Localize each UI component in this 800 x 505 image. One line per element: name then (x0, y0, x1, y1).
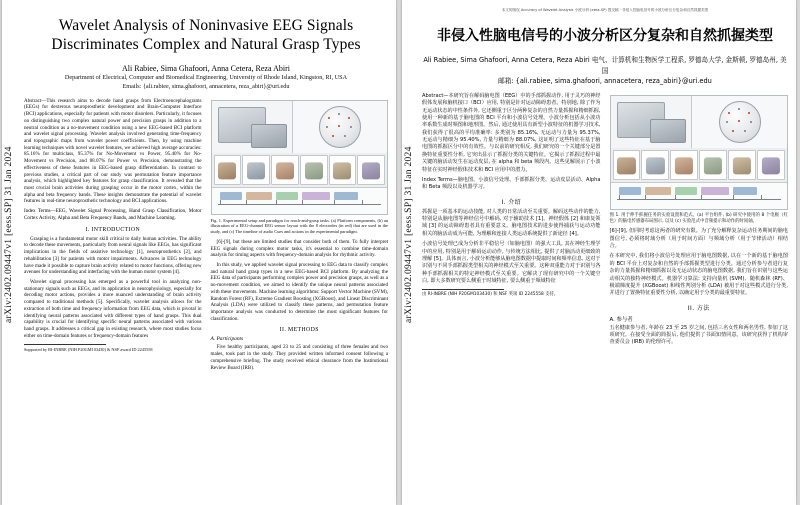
electrode-icon (348, 117, 351, 120)
timeline-block (246, 192, 272, 200)
eeg-head-map (719, 101, 761, 143)
figure-1-chinese (610, 95, 789, 210)
timeline-block (701, 187, 729, 195)
participants-paragraph-chinese: 五名健康参与者, 年龄在 23 至 25 岁之间, 包括三名女性和两名男性, 参加了这项研究。在接受全面的简报后, 他们提供了书面知情同意。该研究获得了机构审查委员会 (IRB) 的伦理许可。 (609, 324, 788, 346)
grasp-thumbnail (613, 150, 641, 180)
page-english (2, 0, 396, 505)
grasp-thumbnail (699, 150, 727, 180)
arxiv-stamp-right: arXiv:2402.09447v1 [eess.SP] 31 Jan 2024 (404, 146, 414, 324)
footnote-rule (24, 344, 106, 345)
intro-paragraph-3-chinese: [6]-[9], 但同时考虑这两者的研究有限。为了充分解释复杂运动任务期间的脑电图信号, 必须将时域分析（用于时间方面）与频域分析（用于节律活动）相结合。 (609, 228, 788, 250)
robotic-arm-photo (251, 124, 287, 148)
electrode-icon (338, 113, 341, 116)
grasp-thumbnail (300, 155, 328, 185)
author-names: Ali Rabiee, Sima Ghafoori, Anna Cetera, Reza Abiri (122, 63, 290, 73)
electrode-icon (744, 130, 747, 133)
electrode-icon (726, 121, 729, 124)
timeline-block (302, 192, 330, 200)
grasp-thumbnail (757, 150, 785, 180)
figure-1-panel-a-chinese (611, 96, 693, 148)
figure-1 (211, 100, 389, 215)
figure-1-caption: Fig. 1. Experimental setup and paradigm for reach-and-grasp tasks. (a) Platform components, (b) an illustration of a EEG-channel EEG sensor layout with the 8 electrodes (in red) that are used in the study, and (c) The timeline of audio Cues and actions in the experimental paradigm. (210, 217, 388, 235)
grasp-thumbnail (357, 155, 385, 185)
emails-chinese: 邮箱: {ali.rabiee, sima.ghafoori, annacetera, reza_abiri}@uri.edu (498, 77, 712, 86)
intro-paragraph-1: Grasping is a fundamental motor skill critical to daily human activities. The ability to decode these movements, particularly from neural signals like EEGs, has significant implications in the fields of assistive technology [1], neuroprosthetics [2], and rehabilitation [3] for patients with motor impairments. Advances in EEG technology have made it possible to capture brain activity related to motor functions, offering new avenues for understanding and interfacing with the human motor system [4]. (24, 235, 202, 276)
intro-paragraph-4: In this study, we applied wavelet signal processing to EEG data to classify complex and natural hand grasp types in a new EEG-based BCI platform. By analyzing the EEG data of participants performing complex power and precision grasps, as well as a no-movement condition, we aimed to identify the unique neural patterns associated with these movements. Machine learning algorithms: Support Vector Machine (SVM), Random Forest (RF), Extreme Gradient Boosting (XGBoost), and Linear Discriminant Analysis (LDA) were utilized to classify these patterns, and permutation feature importance analysis was conducted to determine the most significant features for classification. (210, 262, 388, 322)
subsection-heading-participants-chinese: A. 参与者 (609, 316, 633, 323)
figure-1-caption-chinese: 图 1. 用于伸手抓握任务的实验设置和范式。(a) 平台组件, (b) 研究中使用的 8 个电极（红色）的脑电传感器布局图示, 以及 (c) 实验范式中音频提示和动作的时间轴。 (609, 212, 788, 224)
electrode-icon (332, 135, 335, 138)
author-list-english (24, 63, 388, 92)
grasp-thumbnail (670, 150, 698, 180)
electrode-icon (732, 130, 735, 133)
robotic-arm-photo (650, 119, 686, 143)
electrode-icon (328, 117, 331, 120)
page-chinese (402, 0, 796, 505)
abstract-english: Abstract—This research aims to decode hand grasps from Electroencephalograms (EEGs) for dexterous neuroprosthetic development and Brain-Computer Interface (BCI) applications, especially for patients with motor disorders. Particularly, it focuses on distinguishing two complex natural power and precision grasps in addition to a neutral condition as a no-movement condition using a new EEG-based BCI platform and wavelet signal processing. Wavelet analysis involved generating time-frequency and topographic maps from wavelet power coefficients. Then, by using machine learning techniques with novel wavelet features, we achieved high average accuracies: 85.16% for multiclass, 95.37% for No-Movement vs Power, 95.40% for No-Movement vs Precision, and 88.07% for Power vs Precision, demonstrating the effectiveness of these features in EEG-based grasp differentiation. In contrast to previous studies, a critical part of our study was permutation feature importance analysis, which highlighted key features for grasp classification. It revealed that the most crucial brain activities during grasping occur in the motor cortex, within the alpha and beta frequency bands. These insights demonstrate the potential of wavelet features in real-time neuroprosthetic technology and BCI applications. (24, 97, 202, 205)
timeline-block (220, 192, 242, 200)
figure-1-top (212, 101, 388, 153)
emails: Emails: {ali.rabiee, sima.ghafoori, annacetera, reza_abiri}@uri.edu (122, 83, 290, 91)
section-heading-introduction-chinese: I. 介绍 (501, 198, 522, 206)
translation-header-note: 本文的版权 Accuracy of Wavelet Analysis 小波分析 (eess.SP) 提交稿 · 非侵入性脑电信号的小波分析区分复杂和自然抓握类型 (501, 8, 709, 12)
timeline-block (276, 192, 298, 200)
figure-1-timeline (212, 187, 388, 214)
intro-paragraph-2: Wavelet signal processing has emerged as a powerful tool in analyzing non-stationary signals such as EEGs, and its application in neurophysiology, especially for decoding motor actions, provides a more nuanced understanding of brain activity compared to traditional methods [5]. Specifically, wavelet analysis allows for the extraction of both time and frequency information from EEG data, which is pivotal in identifying neural patterns associated with different types of hand grasps. This dual capability is crucial for identifying specific neural patterns associated with various hand grasps. It addresses a critical gap in existing research, where most studies focus either on time-domain features or frequency-domain features (24, 279, 202, 339)
figure-1-panel-a (212, 101, 293, 153)
electrode-icon (750, 121, 753, 124)
grasp-thumbnail (329, 155, 357, 185)
grasp-thumbnails (212, 153, 388, 187)
footnote-rule-chinese (422, 289, 504, 290)
intro-paragraph-3: [6]-[9], but these are limited studies that consider both of them. To fully interpret EEG signals during complex motor tasks, it's essential to combine time-domain analysis for timing aspects with frequency-domain analysis for rhythmic activity. (210, 238, 388, 259)
grasp-thumbnail (728, 150, 756, 180)
figure-1-top-chinese (611, 96, 788, 148)
electrode-icon (338, 125, 341, 128)
timeline-axis (617, 199, 782, 200)
section-heading-methods-chinese: II. 方法 (687, 304, 710, 312)
intro-paragraph-4-chinese: 在本研究中, 我们将小波信号处理应用于脑电图数据, 以在一个新的基于脑电图的 BCI 平台上对复杂和自然的手部抓握类型进行分类。通过分析参与者进行复杂的力量抓握和精细抓握以及无运动状态的脑电图数据, 我们旨在识别与这些运动相关的独特神经模式。机器学习算法: 支持向量机 (SVM)、随机森林 (RF)、极端梯度提升 (XGBoost) 和线性判别分析 (LDA) 被用于对这些模式进行分类, 并进行了置换特征重要性分析, 以确定用于分类的最重要特征。 (609, 253, 788, 297)
page-title-english: Wavelet Analysis of Noninvasive EEG Signals Discriminates Complex and Natural Grasp Types (51, 17, 361, 54)
affiliation: Department of Electrical, Computer and Biomedical Engineering, University of Rhode Island, Kingston, RI, USA (64, 74, 348, 82)
index-terms-english: Index Terms—EEG, Wavelet Signal Processing, Hand Grasp Classification, Motor Cortex Activity, Alpha and Beta Frequency Bands, and Machine Learning. (24, 208, 202, 221)
subsection-heading-participants: A. Participants (210, 336, 244, 343)
section-heading-methods: II. METHODS (279, 327, 319, 334)
funding-footnote: Supported by RI-INBRE (NIH P20GM103430) & NSF award ID 2245558 (24, 346, 153, 352)
section-heading-introduction: I. INTRODUCTION (85, 226, 141, 233)
column-right-chinese (610, 93, 789, 350)
electrode-icon (738, 108, 741, 111)
grasp-thumbnail (214, 155, 242, 185)
timeline-block (619, 187, 641, 195)
participants-paragraph: Five healthy participants, aged 23 to 25 and consisting of three females and two males, took part in the study. They provided written informed consent following a comprehensive briefing. The study received ethical clearance from the Institutional Review Board (IRB). (210, 344, 388, 371)
grasp-thumbnail (641, 150, 669, 180)
page-title-chinese: 非侵入性脑电信号的小波分析区分复杂和自然抓握类型 (437, 28, 773, 44)
electrode-icon (326, 126, 329, 129)
arxiv-stamp-left: arXiv:2402.09447v1 [eess.SP] 31 Jan 2024 (4, 146, 14, 324)
intro-paragraph-1-chinese: 抓握是一项基本的运动技能, 对人类的日常活动至关重要。解码这些动作的能力, 特别是从脑电图等神经信号中解码, 对于辅助技术 [1]、神经假体 [2] 和康复领域 [3] 的运动障碍患者具有重要意义。脑电图技术的进步使得捕获与运动功能相关的脑活动成为可能, 为理解和连接人类运动系统提供了新途径 [4]。 (422, 208, 601, 237)
author-list-chinese (422, 55, 788, 87)
grasp-thumbnail (242, 155, 270, 185)
column-left (24, 98, 202, 375)
timeline-block (645, 187, 671, 195)
timeline-block (334, 192, 358, 200)
timeline-block (733, 187, 757, 195)
figure-1-panel-b (293, 101, 387, 153)
electrode-icon (350, 126, 353, 129)
two-column-body-english (24, 98, 388, 375)
figure-1-timeline-chinese (611, 182, 788, 209)
grasp-thumbnail (271, 155, 299, 185)
grasp-thumbnails-chinese (611, 148, 788, 182)
abstract-chinese: Abstract—本研究旨在解码脑电图（EEG）中的手部抓握动作, 用于灵巧的神经假体发展和脑机接口（BCI）应用, 特别是针对运动障碍患者。特别地, 除了作为无运动状态的中性条件外, 它还侧重于区分两种复杂的自然力量抓握和精细抓握, 使用一种新的基于脑电图的 BCI 平台和小波信号处理。小波分析包括从小波功率系数生成时频图和地形图。然后, 通过使用具有新型小波特征的机器学习技术, 我们获得了很高的平均准确率: 多类别为 85.16%, 无运动与力量为 95.37%, 无运动与精细为 95.40%, 力量与精细为 88.07%, 这证明了这些特征在基于脑电图的抓握区分中的有效性。与以前的研究相反, 我们研究的一个关键部分是置换特征重要性分析, 它突出显示了抓握分类的关键特征。它揭示了抓握过程中最关键的脑活动发生在运动皮层, 在 alpha 和 beta 频段内。这些见解展示了小波特征在实时神经假体技术和 BCI 应用中的潜力。 (422, 92, 601, 173)
figure-1-panel-b-chinese (692, 96, 787, 148)
column-left-chinese (422, 93, 601, 350)
author-names-chinese: Ali Rabiee, Sima Ghafoori, Anna Cetera, Reza Abiri 电气、计算机和生物医学工程系, 罗德岛大学, 金斯顿, 罗德岛州, 美国 (423, 56, 787, 75)
timeline-axis (218, 204, 382, 205)
timeline-block (675, 187, 697, 195)
electrode-icon (344, 135, 347, 138)
two-column-body-chinese (422, 93, 788, 350)
eeg-head-map (319, 106, 361, 148)
electrode-icon (738, 120, 741, 123)
index-terms-chinese: Index Terms—脑电图、小波信号处理、手部抓握分类、运动皮层活动、Alpha 和 Beta 频段以及机器学习。 (422, 176, 601, 191)
intro-paragraph-2-chinese: 小波信号处理已成为分析非平稳信号（如脑电图）的强大工具, 其在神经生理学中的应用, 特别是用于解码运动动作, 与传统方法相比, 提供了对脑活动更细致的理解 [5]。具体而言, 小波分析能够从脑电图数据中提取时间和频率信息, 这对于识别与不同手部抓握类型相关的神经模式至关重要。这种双重能力对于识别与各种手部抓握相关的特定神经模式至关重要。它解决了现有研究中的一个关键空白, 即大多数研究要么侧重于时域特征, 要么侧重于频域特征 (422, 241, 601, 285)
column-right (211, 98, 389, 375)
funding-footnote-chinese: 由 RI-INBRE (NIH P20GM103430) 和 NSF 奖项 ID 2245558 支持。 (422, 292, 558, 298)
electrode-icon (728, 112, 731, 115)
electrode-icon (748, 112, 751, 115)
